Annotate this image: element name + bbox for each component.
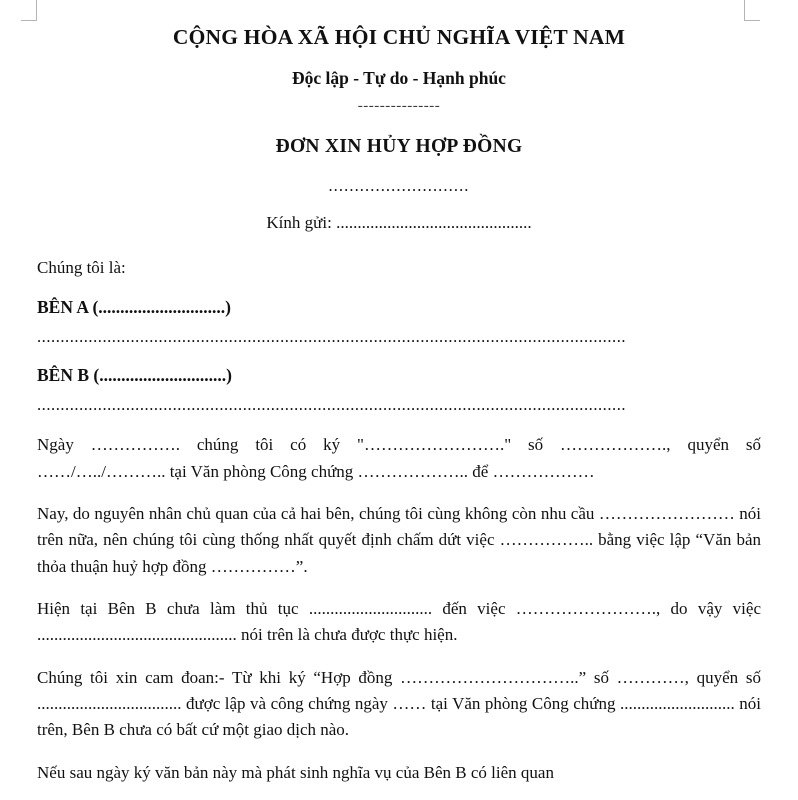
paragraph-contract-reference: Ngày ……………. chúng tôi có ký "……………………." số ………………., quyển số ……/…../……….. tại Văn phòng Công chứng ……………….. để ……………… (37, 435, 761, 481)
party-b-label: BÊN B (.............................) (37, 364, 232, 385)
party-b-blank-line: .............................................................................................................................. (37, 396, 627, 414)
title-subline-dots: ........................... (328, 176, 470, 196)
paragraph-commitment: Chúng tôi xin cam đoan:- Từ khi ký “Hợp đồng …………………………..” số …………, quyển số .................................. được lập và công chứng ngày …… tại Văn phòng Công chứng ........................... nói trên, Bên B chưa có bất cứ một giao dịch nào. (37, 667, 761, 740)
paragraph-future-obligation: Nếu sau ngày ký văn bản này mà phát sinh nghĩa vụ của Bên B có liên quan (37, 762, 554, 782)
addressee-line: Kính gửi: .............................................. (266, 212, 532, 232)
declaration-intro: Chúng tôi là: (37, 258, 126, 278)
national-motto: Độc lập - Tự do - Hạnh phúc (292, 67, 506, 88)
party-a-label: BÊN A (.............................) (37, 296, 231, 317)
national-title: CỘNG HÒA XÃ HỘI CHỦ NGHĨA VIỆT NAM (172, 25, 626, 49)
page-title: ĐƠN XIN HỦY HỢP ĐỒNG (275, 135, 523, 157)
party-a-blank-line: .............................................................................................................................. (37, 329, 627, 346)
paragraph-party-b-status: Hiện tại Bên B chưa làm thủ tục ............................. đến việc ……………………., do vậy việc ............................................... nói trên là chưa được thực hiện. (37, 598, 761, 645)
document-header (37, 26, 761, 232)
paragraph-termination-reason: Nay, do nguyên nhân chủ quan của cả hai bên, chúng tôi cùng không còn nhu cầu …………………… nói trên nữa, nên chúng tôi cùng thống nhất quyết định chấm dứt việc …………….. bằng việc lập “Văn bản thỏa thuận huỷ hợp đồng ……………”. (37, 503, 761, 576)
motto-divider: --------------- (357, 97, 441, 114)
